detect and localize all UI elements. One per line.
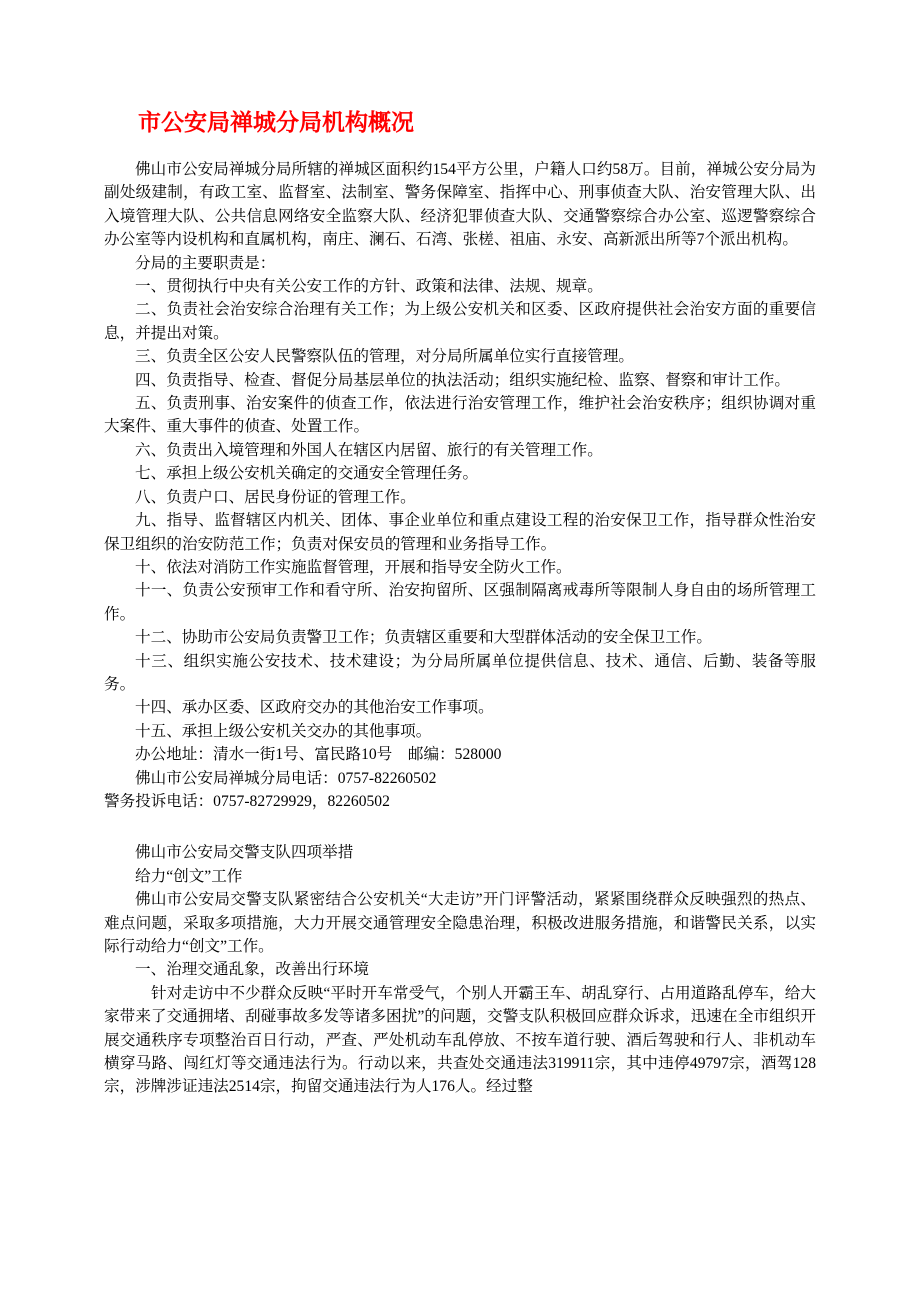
paragraph: 分局的主要职责是： <box>135 254 276 272</box>
paragraph: 八、负责户口、居民身份证的管理工作。 <box>135 488 416 506</box>
paragraph: 佛山市公安局交警支队四项举措 <box>135 844 354 862</box>
paragraph: 一、贯彻执行中央有关公安工作的方针、政策和法律、法规、规章。 <box>135 278 603 296</box>
paragraph: 给力“创文”工作 <box>135 867 243 885</box>
paragraph: 十二、协助市公安局负责警卫工作；负责辖区重要和大型群体活动的安全保卫工作。 <box>135 629 712 647</box>
paragraph: 十三、组织实施公安技术、技术建设；为分局所属单位提供信息、技术、通信、后勤、装备等服务。 <box>104 652 816 693</box>
paragraph: 六、负责出入境管理和外国人在辖区内居留、旅行的有关管理工作。 <box>135 441 603 459</box>
paragraph: 办公地址：清水一街1号、富民路10号 邮编：528000 <box>135 746 502 764</box>
paragraph: 五、负责刑事、治安案件的侦查工作，依法进行治安管理工作，维护社会治安秩序；组织协调对重大案件、重大事件的侦查、处置工作。 <box>104 395 816 436</box>
paragraph: 十四、承办区委、区政府交办的其他治安工作事项。 <box>135 699 494 717</box>
paragraph: 针对走访中不少群众反映“平时开车常受气，个别人开霸王车、胡乱穿行、占用道路乱停车，给大家带来了交通拥堵、刮碰事故多发等诸多困扰”的问题，交警支队积极回应群众诉求，迅速在全市组织开展交通秩序专项整治百日行动，严查、严处机动车乱停放、不按车道行驶、酒后驾驶和行人、非机动车横穿马路、闯红灯等交通违法行为。行动以来，共查处交通违法319911宗，其中违停49797宗，酒驾128宗，涉牌涉证违法2514宗，拘留交通违法行为人176人。经过整 <box>104 984 816 1096</box>
paragraph: 一、治理交通乱象，改善出行环境 <box>135 961 369 979</box>
document-body <box>104 158 816 1099</box>
paragraph: 四、负责指导、检查、督促分局基层单位的执法活动；组织实施纪检、监察、督察和审计工作。 <box>135 371 790 389</box>
paragraph: 七、承担上级公安机关确定的交通安全管理任务。 <box>135 465 479 483</box>
document-title: 市公安局禅城分局机构概况 <box>138 110 414 135</box>
paragraph: 佛山市公安局禅城分局所辖的禅城区面积约154平方公里，户籍人口约58万。目前，禅城公安分局为副处级建制，有政工室、监督室、法制室、警务保障室、指挥中心、刑事侦查大队、治安管理大队、出入境管理大队、公共信息网络安全监察大队、经济犯罪侦查大队、交通警察综合办公室、巡逻警察综合办公室等内设机构和直属机构，南庄、澜石、石湾、张槎、祖庙、永安、高新派出所等7个派出机构。 <box>104 161 816 249</box>
paragraph: 佛山市公安局交警支队紧密结合公安机关“大走访”开门评警活动，紧紧围绕群众反映强烈的热点、难点问题，采取多项措施，大力开展交通管理安全隐患治理，积极改进服务措施，和谐警民关系，以实际行动给力“创文”工作。 <box>104 891 816 955</box>
paragraph: 十五、承担上级公安机关交办的其他事项。 <box>135 722 432 740</box>
paragraph: 三、负责全区公安人民警察队伍的管理，对分局所属单位实行直接管理。 <box>135 348 635 366</box>
paragraph: 警务投诉电话：0757-82729929，82260502 <box>104 792 390 810</box>
paragraph: 二、负责社会治安综合治理有关工作；为上级公安机关和区委、区政府提供社会治安方面的重要信息，并提出对策。 <box>104 301 816 342</box>
paragraph: 十、依法对消防工作实施监督管理，开展和指导安全防火工作。 <box>135 558 572 576</box>
paragraph: 九、指导、监督辖区内机关、团体、事企业单位和重点建设工程的治安保卫工作，指导群众性治安保卫组织的治安防范工作；负责对保安员的管理和业务指导工作。 <box>104 512 816 553</box>
blank-line <box>104 813 816 841</box>
paragraph: 十一、负责公安预审工作和看守所、治安拘留所、区强制隔离戒毒所等限制人身自由的场所管理工作。 <box>104 582 816 623</box>
paragraph: 佛山市公安局禅城分局电话：0757-82260502 <box>135 769 437 787</box>
